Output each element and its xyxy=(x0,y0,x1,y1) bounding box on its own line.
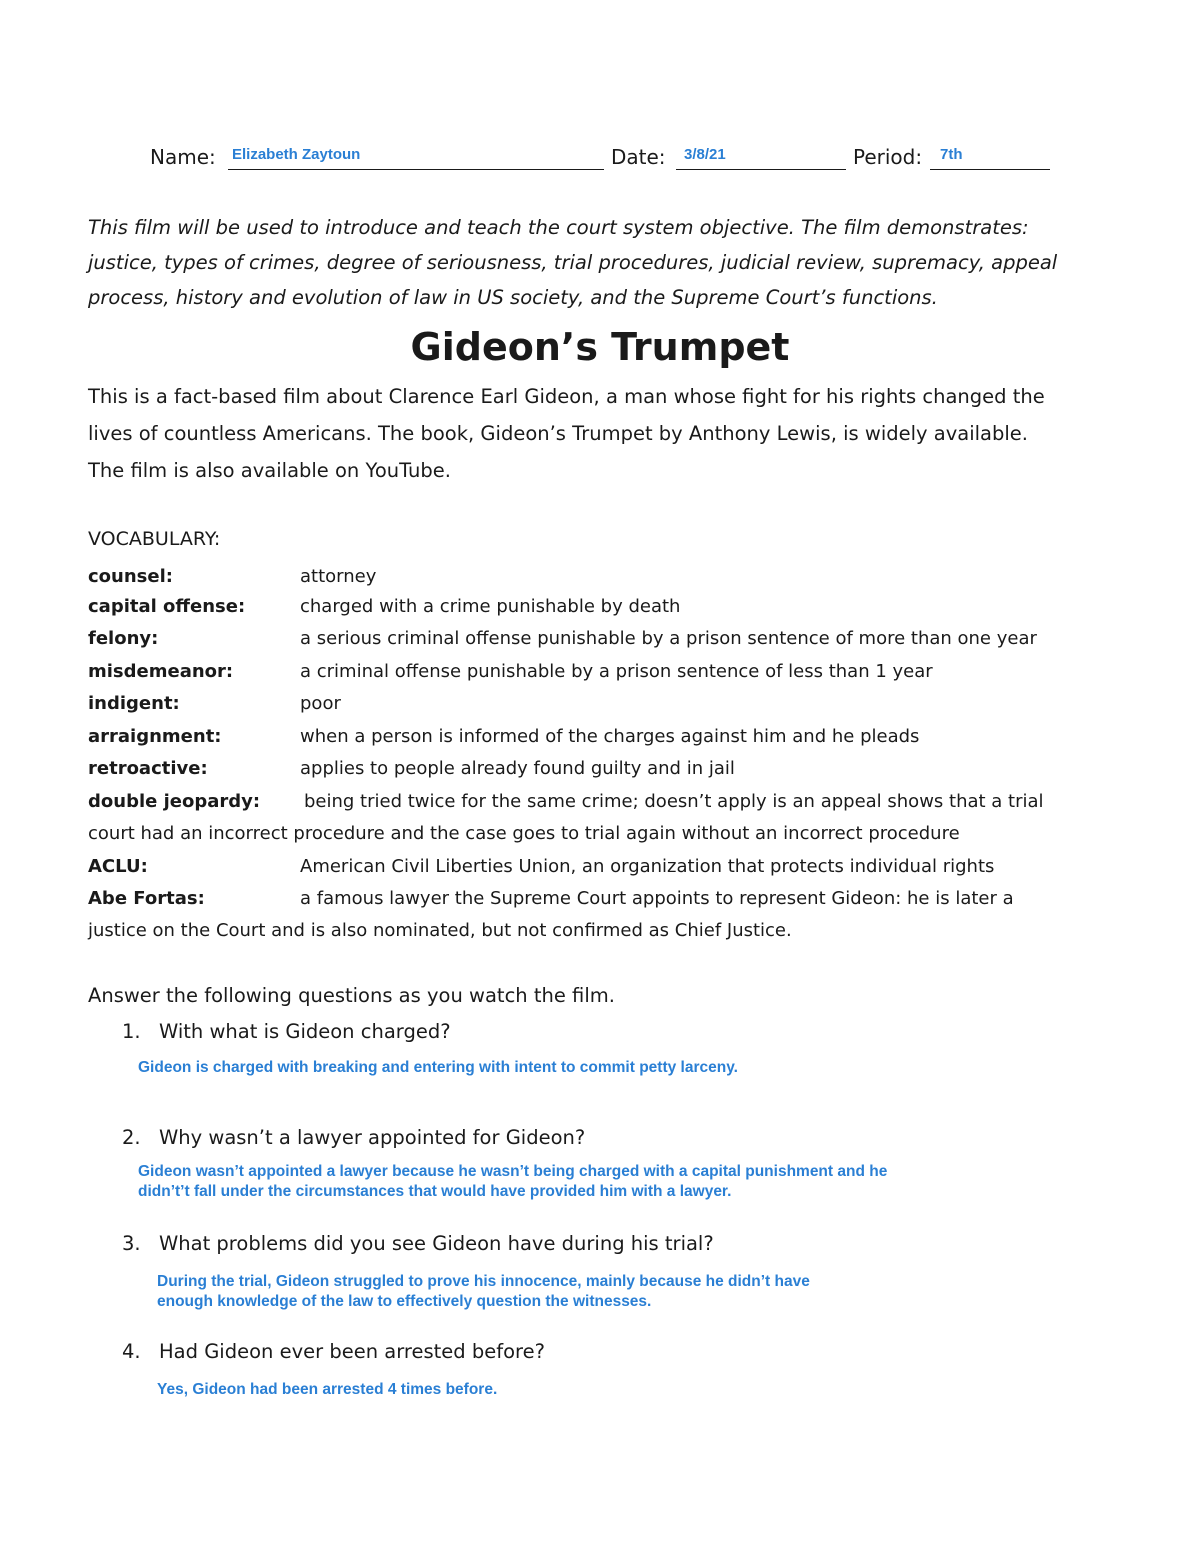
question-number: 4. xyxy=(122,1340,141,1363)
question-text: Had Gideon ever been arrested before? xyxy=(159,1340,545,1363)
question-text: With what is Gideon charged? xyxy=(159,1020,451,1043)
vocab-definition-continuation: court had an incorrect procedure and the case goes to trial again without an incorrect procedure xyxy=(88,823,960,844)
vocab-term: Abe Fortas: xyxy=(88,888,205,909)
answer-text[interactable] xyxy=(157,1380,497,1400)
vocab-definition: attorney xyxy=(300,566,377,587)
description-paragraph xyxy=(88,378,1128,489)
page-title: Gideon’s Trumpet xyxy=(410,325,790,369)
vocab-definition-continuation: justice on the Court and is also nominated, but not confirmed as Chief Justice. xyxy=(88,920,792,941)
vocabulary-heading: VOCABULARY: xyxy=(88,528,221,550)
question-number: 2. xyxy=(122,1126,141,1149)
description-line: The film is also available on YouTube. xyxy=(88,459,451,482)
question-text: Why wasn’t a lawyer appointed for Gideon? xyxy=(159,1126,586,1149)
vocab-definition: when a person is informed of the charges against him and he pleads xyxy=(300,726,920,747)
name-label: Name: xyxy=(150,145,216,169)
answer-text[interactable] xyxy=(138,1162,887,1202)
question-number: 1. xyxy=(122,1020,141,1043)
vocab-definition: a criminal offense punishable by a prison sentence of less than 1 year xyxy=(300,661,933,682)
vocab-definition: charged with a crime punishable by death xyxy=(300,596,681,617)
vocab-definition: being tried twice for the same crime; doesn’t apply is an appeal shows that a trial xyxy=(304,791,1044,812)
vocab-term: ACLU: xyxy=(88,856,148,877)
answer-line: Yes, Gideon had been arrested 4 times before. xyxy=(157,1381,498,1398)
vocab-term: double jeopardy: xyxy=(88,791,261,812)
description-line: lives of countless Americans. The book, Gideon’s Trumpet by Anthony Lewis, is widely available. xyxy=(88,422,1028,445)
intro-line: process, history and evolution of law in US society, and the Supreme Court’s functions. xyxy=(88,286,938,309)
question-number: 3. xyxy=(122,1232,141,1255)
question-text: What problems did you see Gideon have during his trial? xyxy=(159,1232,714,1255)
description-line: This is a fact-based film about Clarence Earl Gideon, a man whose fight for his rights changed the xyxy=(88,385,1045,408)
intro-line: This film will be used to introduce and teach the court system objective. The film demonstrates: xyxy=(88,216,1029,239)
period-label: Period: xyxy=(853,145,923,169)
questions-prompt: Answer the following questions as you watch the film. xyxy=(88,984,615,1007)
period-value: 7th xyxy=(940,146,963,163)
name-value: Elizabeth Zaytoun xyxy=(232,146,361,163)
vocab-term: misdemeanor: xyxy=(88,661,234,682)
intro-paragraph xyxy=(88,210,1128,315)
answer-line: enough knowledge of the law to effectively question the witnesses. xyxy=(157,1293,652,1310)
answer-text[interactable] xyxy=(157,1272,810,1312)
date-label: Date: xyxy=(611,145,666,169)
vocab-term: capital offense: xyxy=(88,596,246,617)
vocab-definition: poor xyxy=(300,693,341,714)
vocab-term: retroactive: xyxy=(88,758,208,779)
vocab-term: indigent: xyxy=(88,693,180,714)
answer-line: Gideon is charged with breaking and entering with intent to commit petty larceny. xyxy=(138,1059,738,1076)
answer-text[interactable] xyxy=(138,1058,738,1078)
vocab-definition: American Civil Liberties Union, an organization that protects individual rights xyxy=(300,856,995,877)
answer-line: Gideon wasn’t appointed a lawyer because he wasn’t being charged with a capital punishment and he xyxy=(138,1163,888,1180)
vocab-term: counsel: xyxy=(88,566,173,587)
vocab-definition: a serious criminal offense punishable by a prison sentence of more than one year xyxy=(300,628,1037,649)
answer-line: didn’t’t fall under the circumstances that would have provided him with a lawyer. xyxy=(138,1183,732,1200)
answer-line: During the trial, Gideon struggled to prove his innocence, mainly because he didn’t have xyxy=(157,1273,810,1290)
date-value: 3/8/21 xyxy=(684,146,726,163)
intro-line: justice, types of crimes, degree of seriousness, trial procedures, judicial review, supremacy, appeal xyxy=(88,251,1058,274)
vocab-term: felony: xyxy=(88,628,159,649)
vocab-definition: a famous lawyer the Supreme Court appoints to represent Gideon: he is later a xyxy=(300,888,1014,909)
vocab-term: arraignment: xyxy=(88,726,222,747)
vocab-definition: applies to people already found guilty and in jail xyxy=(300,758,735,779)
